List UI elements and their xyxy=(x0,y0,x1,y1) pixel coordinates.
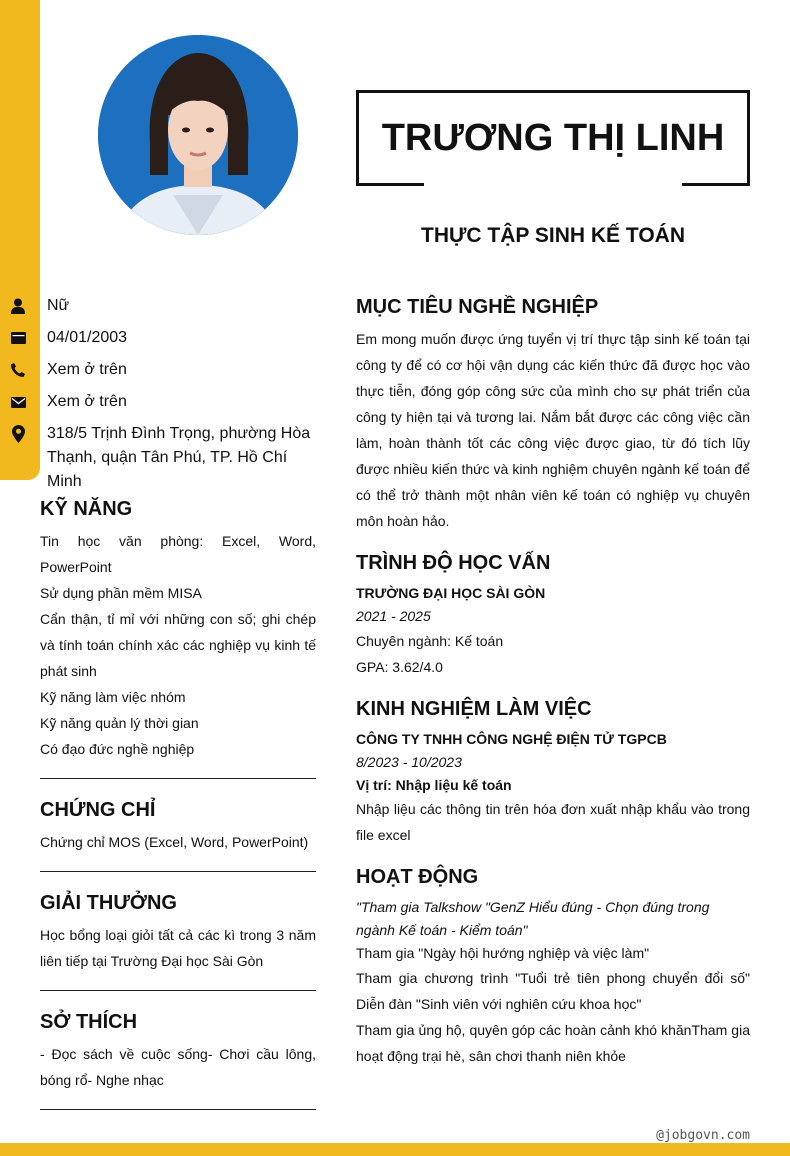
skill-item: Có đạo đức nghề nghiệp xyxy=(40,741,195,757)
education-section xyxy=(356,548,750,680)
activity-item: Tham gia ủng hộ, quyên góp các hoàn cảnh khó khănTham gia hoạt động trại hè, sân chơi thanh niên khỏe xyxy=(356,1022,750,1064)
frame-corner-left xyxy=(356,183,424,186)
skill-item: Sử dụng phần mềm MISA xyxy=(40,585,202,601)
experience-position: Vị trí: Nhập liệu kế toán xyxy=(356,777,512,793)
frame-corner-right xyxy=(682,183,750,186)
person-icon xyxy=(0,292,36,320)
contact-list xyxy=(0,292,330,494)
calendar-icon xyxy=(0,324,36,352)
contact-address xyxy=(0,420,330,494)
skill-item: Kỹ năng làm việc nhóm xyxy=(40,689,186,705)
skills-list xyxy=(40,528,316,762)
left-column xyxy=(40,494,316,1126)
gender-value: Nữ xyxy=(47,297,70,314)
skills-section xyxy=(40,494,316,762)
hobbies-heading: SỞ THÍCH xyxy=(40,1011,138,1033)
contact-email xyxy=(0,388,330,420)
experience-heading: KINH NGHIỆM LÀM VIỆC xyxy=(356,698,592,720)
awards-heading: GIẢI THƯỞNG xyxy=(40,892,177,914)
skills-heading: KỸ NĂNG xyxy=(40,498,133,520)
awards-section xyxy=(40,888,316,974)
section-divider xyxy=(40,778,316,779)
footer-accent-bar xyxy=(0,1143,790,1156)
education-heading: TRÌNH ĐỘ HỌC VẤN xyxy=(356,552,551,574)
profile-photo xyxy=(98,35,298,235)
watermark: @jobgovn.com xyxy=(656,1128,750,1143)
hobbies-text: - Đọc sách về cuộc sống- Chơi cầu lông, bóng rổ- Nghe nhạc xyxy=(40,1046,316,1088)
education-major: Chuyên ngành: Kế toán xyxy=(356,633,504,649)
objective-heading: MỤC TIÊU NGHỀ NGHIỆP xyxy=(356,296,599,318)
address-value: 318/5 Trịnh Đình Trọng, phường Hòa Thạnh, quận Tân Phú, TP. Hồ Chí Minh xyxy=(47,425,311,490)
mail-icon xyxy=(0,388,36,416)
objective-section xyxy=(356,292,750,534)
hobbies-section xyxy=(40,1007,316,1093)
objective-text: Em mong muốn được ứng tuyển vị trí thực tập sinh kế toán tại công ty để có cơ hội vận dụng các kiến thức đã được học vào thực tiễn, đóng góp công sức của mình cho sự phát triển của công ty hiện tại và tương lai. Nắm bắt được các công việc cần làm, hoàn thành tốt các công việc được giao, từ đó tích lũy được nhiều kiến thức và kinh nghiệm chuyên ngành kế toán để có thể trở thành một nhân viên kế toán có nghiệp vụ chuyên môn hoàn hảo. xyxy=(356,331,750,529)
activity-highlight: "Tham gia Talkshow "GenZ Hiểu đúng - Chọn đúng trong ngành Kế toán - Kiểm toán" xyxy=(356,899,710,938)
section-divider xyxy=(40,1109,316,1110)
activities-list xyxy=(356,942,750,1069)
award-item: Học bổng loại giỏi tất cả các kì trong 3 năm liên tiếp tại Trường Đại học Sài Gòn xyxy=(40,927,316,969)
school-name: TRƯỜNG ĐẠI HỌC SÀI GÒN xyxy=(356,585,546,601)
experience-period: 8/2023 - 10/2023 xyxy=(356,754,462,770)
section-divider xyxy=(40,990,316,991)
education-gpa: GPA: 3.62/4.0 xyxy=(356,659,443,675)
candidate-name: TRƯƠNG THỊ LINH xyxy=(381,117,725,159)
certificates-heading: CHỨNG CHỈ xyxy=(40,799,156,821)
location-pin-icon xyxy=(0,420,36,448)
experience-description: Nhập liệu các thông tin trên hóa đơn xuất nhập khẩu vào trong file excel xyxy=(356,801,750,843)
email-value: Xem ở trên xyxy=(47,393,127,410)
skill-item: Cẩn thận, tỉ mỉ với những con số; ghi chép và tính toán chính xác các nghiệp vụ kinh tế phát sinh xyxy=(40,611,316,679)
contact-gender xyxy=(0,292,330,324)
activity-item: Tham gia chương trình "Tuổi trẻ tiên phong chuyển đổi số" Diễn đàn "Sinh viên với nghiên cứu khoa học" xyxy=(356,970,750,1012)
activities-section xyxy=(356,862,750,1069)
section-divider xyxy=(40,871,316,872)
activity-item: Tham gia "Ngày hội hướng nghiệp và việc làm" xyxy=(356,945,650,961)
contact-birthday xyxy=(0,324,330,356)
job-title: THỰC TẬP SINH KẾ TOÁN xyxy=(421,224,685,247)
phone-icon xyxy=(0,356,36,384)
certificate-item: Chứng chỉ MOS (Excel, Word, PowerPoint) xyxy=(40,834,309,850)
certificates-section xyxy=(40,795,316,855)
experience-section xyxy=(356,694,750,848)
contact-phone xyxy=(0,356,330,388)
right-column xyxy=(356,292,750,1083)
activities-heading: HOẠT ĐỘNG xyxy=(356,866,479,888)
skill-item: Kỹ năng quản lý thời gian xyxy=(40,715,199,731)
education-period: 2021 - 2025 xyxy=(356,608,431,624)
company-name: CÔNG TY TNHH CÔNG NGHỆ ĐIỆN TỬ TGPCB xyxy=(356,731,667,747)
phone-value: Xem ở trên xyxy=(47,361,127,378)
birthday-value: 04/01/2003 xyxy=(47,329,128,346)
skill-item: Tin học văn phòng: Excel, Word, PowerPoint xyxy=(40,533,316,575)
